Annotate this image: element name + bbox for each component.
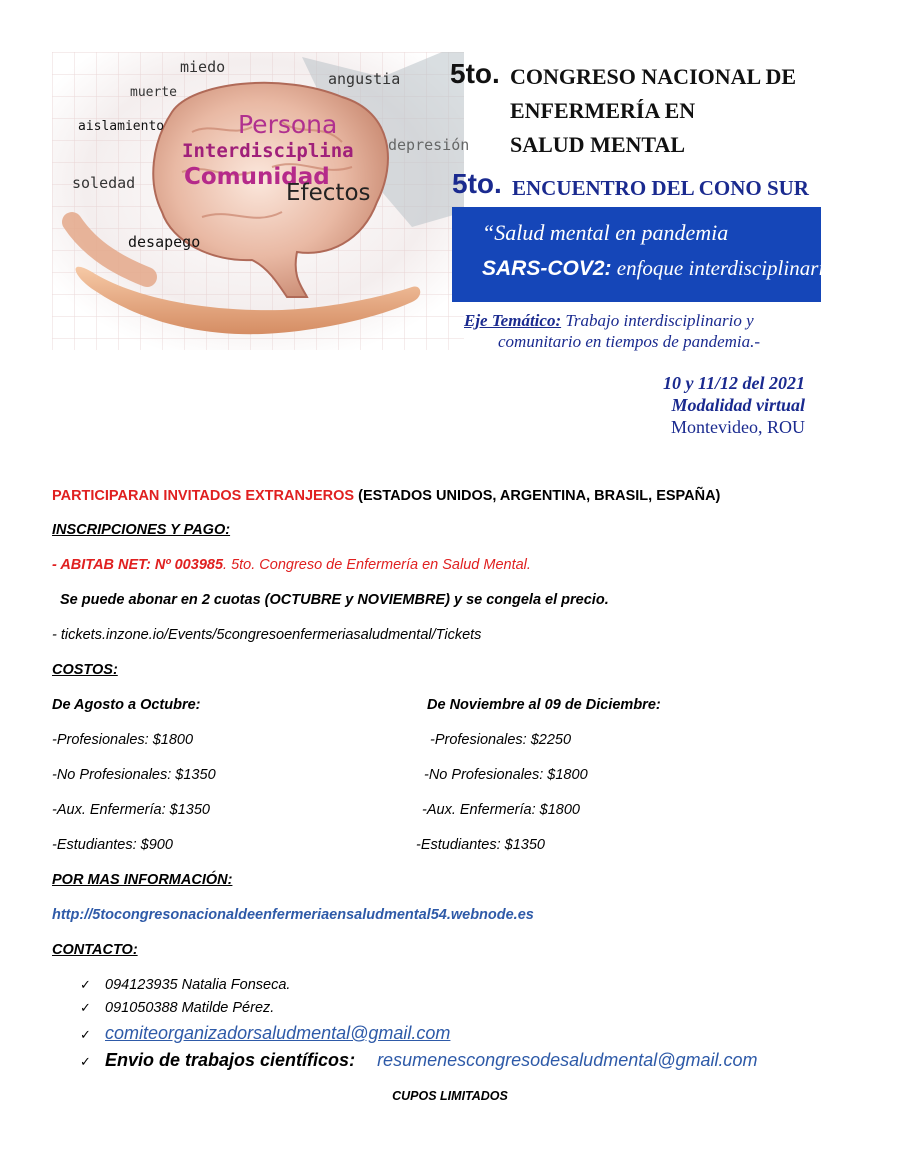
envio-email-link[interactable]: resumenescongresodesaludmental@gmail.com: [377, 1050, 758, 1070]
eje-label: Eje Temático:: [464, 311, 562, 330]
cupos-limitados: CUPOS LIMITADOS: [392, 1089, 508, 1103]
period1-price-estudiantes: -Estudiantes: $900: [52, 837, 173, 853]
check-icon: ✓: [80, 978, 91, 993]
check-icon: ✓: [80, 1055, 91, 1070]
abitab-description: . 5to. Congreso de Enfermería en Salud Mental.: [223, 557, 531, 573]
keyword-angustia: angustia: [328, 70, 401, 88]
abitab-line: [52, 557, 531, 573]
congress-title-line2: ENFERMERÍA EN: [510, 98, 696, 123]
brain-word-comunidad: Comunidad: [184, 164, 330, 190]
period1-heading: De Agosto a Octubre:: [52, 697, 201, 713]
period2-price-profesionales: -Profesionales: $2250: [430, 732, 572, 748]
keyword-aislamiento: aislamiento: [78, 119, 165, 134]
check-icon: ✓: [80, 1028, 91, 1043]
theme-sars: SARS-COV2:: [482, 257, 612, 280]
period1-price-aux-enfermeria: -Aux. Enfermería: $1350: [52, 802, 210, 818]
congress-title-line3: SALUD MENTAL: [510, 132, 686, 157]
eje-text2: comunitario en tiempos de pandemia.-: [498, 332, 761, 351]
eje-text1: Trabajo interdisciplinario y: [561, 311, 754, 330]
contact-phone-1: 094123935 Natalia Fonseca.: [105, 977, 291, 993]
envio-label: Envio de trabajos científicos:: [105, 1050, 356, 1070]
event-info: [600, 372, 805, 438]
contact-item-1: [80, 977, 290, 993]
period1-price-profesionales: -Profesionales: $1800: [52, 732, 194, 748]
brain-word-interdisciplina: Interdisciplina: [182, 140, 354, 162]
keyword-miedo: miedo: [180, 58, 226, 76]
info-url-link[interactable]: http://5tocongresonacionaldeenfermeriaensaludmental54.webnode.es: [52, 907, 534, 923]
tickets-link[interactable]: - tickets.inzone.io/Events/5congresoenfermeriasaludmental/Tickets: [52, 627, 482, 643]
theme-line2: [482, 256, 846, 281]
contact-item-2: [80, 1000, 274, 1016]
event-location: Montevideo, ROU: [671, 417, 805, 437]
theme-line1: “Salud mental en pandemia: [482, 220, 729, 245]
cuotas-text: Se puede abonar en 2 cuotas (OCTUBRE y NOVIEMBRE) y se congela el precio.: [60, 592, 609, 608]
event-dates: 10 y 11/12 del 2021: [663, 373, 805, 393]
contacto-heading: CONTACTO:: [52, 942, 138, 958]
invitados-red: PARTICIPARAN INVITADOS EXTRANJEROS: [52, 488, 355, 504]
contact-item-3: [80, 1023, 450, 1044]
costos-heading: COSTOS:: [52, 662, 118, 678]
brain-word-persona: Persona: [238, 110, 338, 139]
inscripciones-heading: INSCRIPCIONES Y PAGO:: [52, 522, 231, 538]
encuentro-title: ENCUENTRO DEL CONO SUR: [512, 176, 809, 200]
keyword-soledad: soledad: [72, 174, 136, 192]
check-icon: ✓: [80, 1001, 91, 1016]
abitab-number: - ABITAB NET: Nº 003985: [52, 557, 224, 573]
invitados-line: [52, 488, 720, 504]
invitados-countries: (ESTADOS UNIDOS, ARGENTINA, BRASIL, ESPAÑA): [354, 488, 721, 504]
banner-artwork: [52, 52, 470, 350]
period2-price-estudiantes: -Estudiantes: $1350: [416, 837, 545, 853]
info-heading: POR MAS INFORMACIÓN:: [52, 872, 233, 888]
contact-item-4: [80, 1050, 758, 1071]
period2-price-aux-enfermeria: -Aux. Enfermería: $1800: [422, 802, 580, 818]
brain-word-efectos: Efectos: [286, 180, 371, 206]
edition-number-1: 5to.: [450, 58, 500, 89]
keyword-muerte: muerte: [130, 85, 177, 100]
period1-price-no-profesionales: -No Profesionales: $1350: [52, 767, 216, 783]
event-modality: Modalidad virtual: [671, 395, 805, 415]
eje-tematico: [464, 310, 760, 352]
edition-number-2: 5to.: [452, 168, 502, 199]
contact-phone-2: 091050388 Matilde Pérez.: [105, 1000, 275, 1016]
period2-heading: De Noviembre al 09 de Diciembre:: [427, 697, 661, 713]
theme-line2-rest: enfoque interdisciplinario”: [611, 256, 847, 280]
congress-title-line1: CONGRESO NACIONAL DE: [510, 64, 797, 89]
contact-email-link[interactable]: comiteorganizadorsaludmental@gmail.com: [105, 1023, 451, 1043]
brain-hand-illustration: [52, 52, 464, 350]
keyword-desapego: desapego: [128, 233, 201, 251]
keyword-depresion: depresión: [388, 136, 470, 154]
period2-price-no-profesionales: -No Profesionales: $1800: [424, 767, 588, 783]
